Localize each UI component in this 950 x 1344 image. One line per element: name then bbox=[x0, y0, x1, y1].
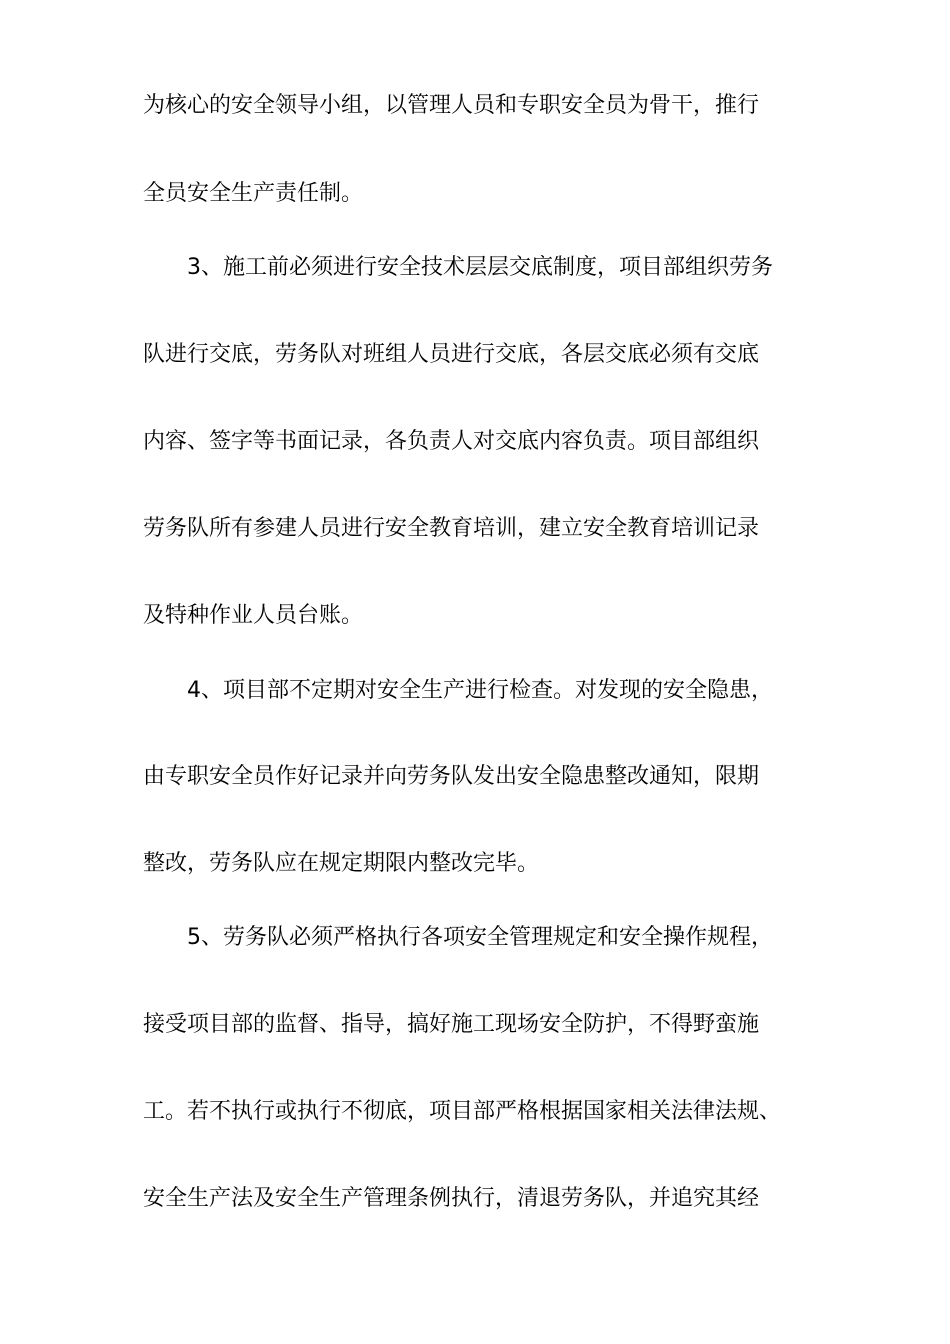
text-line: 整改，劳务队应在规定期限内整改完毕。 bbox=[143, 851, 540, 876]
text-line: 为核心的安全领导小组，以管理人员和专职安全员为骨干，推行 bbox=[143, 93, 760, 118]
text-line: 工。若不执行或执行不彻底，项目部严格根据国家相关法律法规、 bbox=[143, 1099, 782, 1124]
text-line: 4、项目部不定期对安全生产进行检查。对发现的安全隐患， bbox=[187, 678, 773, 703]
text-line: 劳务队所有参建人员进行安全教育培训，建立安全教育培训记录 bbox=[143, 516, 760, 541]
text-line: 及特种作业人员台账。 bbox=[143, 603, 364, 628]
text-line: 安全生产法及安全生产管理条例执行，清退劳务队，并追究其经 bbox=[143, 1186, 760, 1211]
text-line: 队进行交底，劳务队对班组人员进行交底，各层交底必须有交底 bbox=[143, 342, 760, 367]
text-line: 内容、签字等书面记录，各负责人对交底内容负责。项目部组织 bbox=[143, 429, 760, 454]
text-line: 5、劳务队必须严格执行各项安全管理规定和安全操作规程， bbox=[187, 925, 773, 950]
text-line: 3、施工前必须进行安全技术层层交底制度，项目部组织劳务 bbox=[187, 255, 773, 280]
text-line: 全员安全生产责任制。 bbox=[143, 181, 364, 206]
text-line: 由专职安全员作好记录并向劳务队发出安全隐患整改通知，限期 bbox=[143, 764, 760, 789]
text-line: 接受项目部的监督、指导，搞好施工现场安全防护，不得野蛮施 bbox=[143, 1012, 760, 1037]
